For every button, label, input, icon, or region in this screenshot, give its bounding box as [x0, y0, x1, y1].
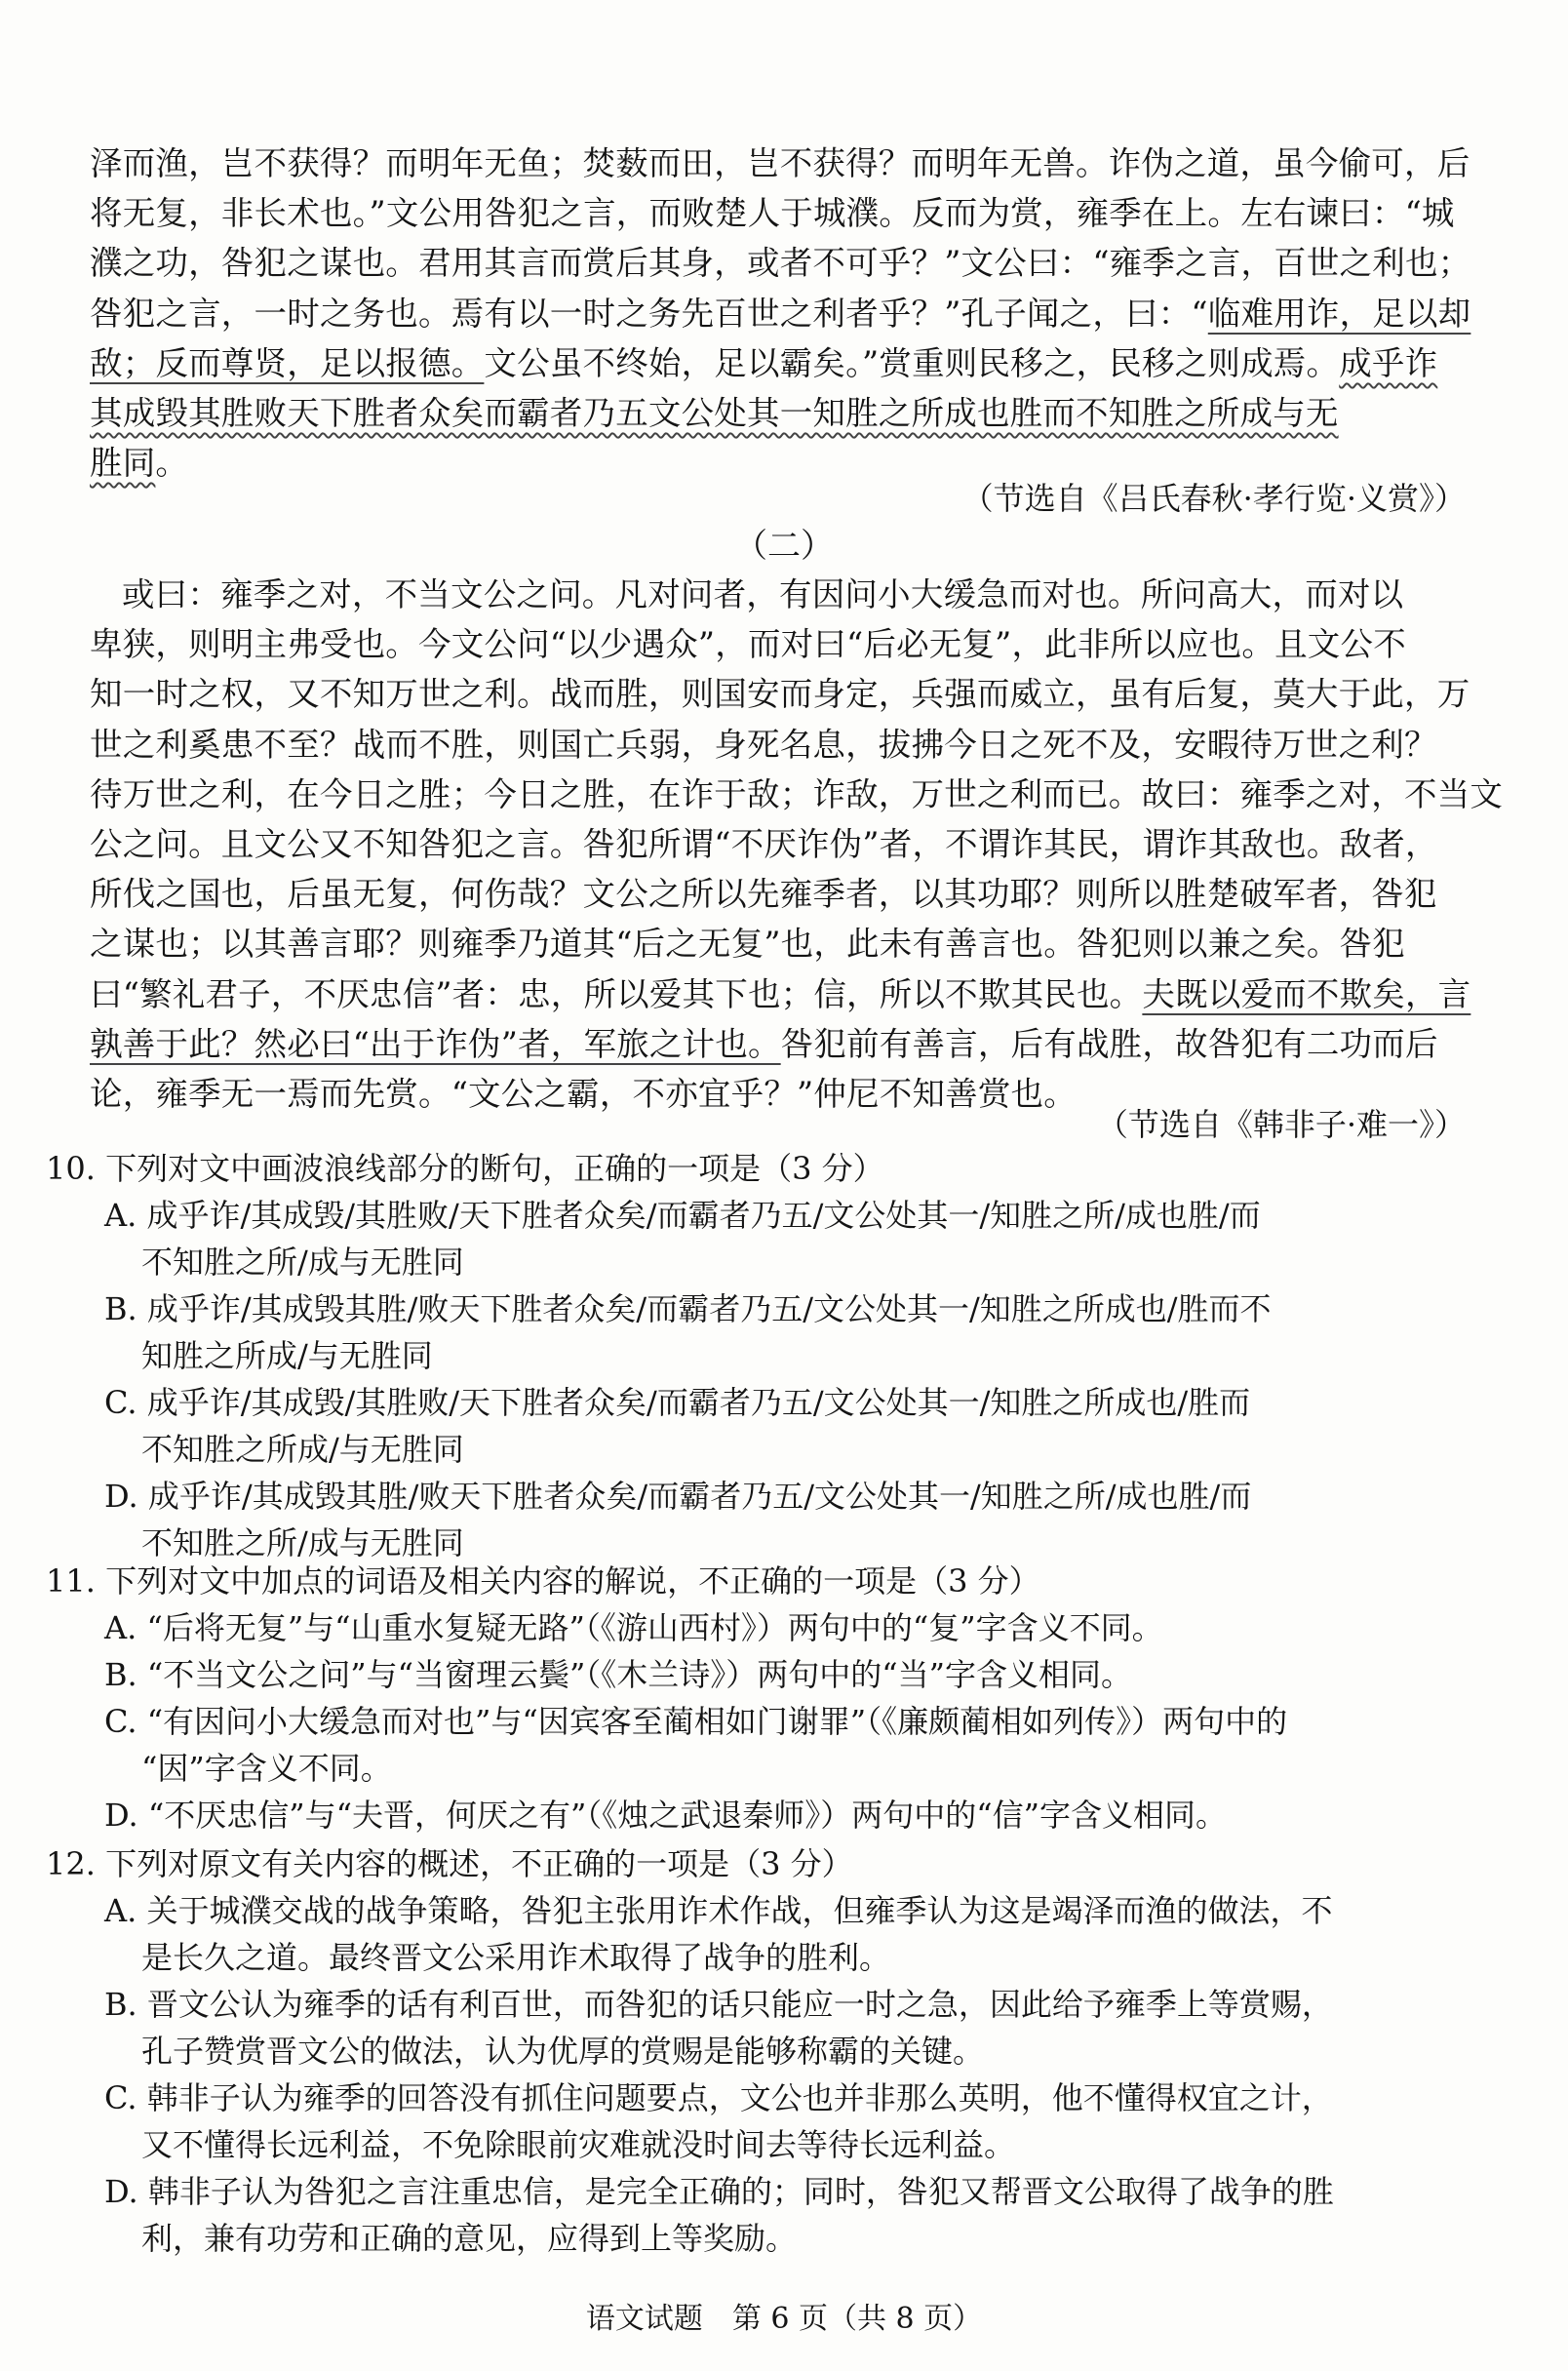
option-text: A. 关于城濮交战的战争策略，咎犯主张用诈术作战，但雍季认为这是竭泽而渔的做法，不 — [104, 1892, 1333, 1929]
passage-text: 咎犯前有善言，后有战胜，故咎犯有二功而后 — [780, 1024, 1438, 1063]
passage-two — [90, 570, 1504, 1119]
passage-line — [90, 289, 1479, 338]
option-text-cont: 不知胜之所/成与无胜同 — [141, 1524, 464, 1561]
passage-line — [90, 188, 1479, 238]
passage-line — [90, 919, 1479, 968]
underlined-sentence: 敌；反而尊贤，足以报德。 — [90, 343, 485, 382]
option-text-cont: 利，兼有功劳和正确的意见，应得到上等奖励。 — [141, 2220, 798, 2257]
passage-line — [90, 570, 1479, 619]
passage-text: 公之问。且文公又不知咎犯之言。咎犯所谓“不厌诈伪”者，不谓诈其民，谓诈其敌也。敌者， — [90, 824, 1438, 863]
passage-text: 曰“繁礼君子，不厌忠信”者：忠，所以爱其下也；信，所以不欺其民也。 — [90, 974, 1143, 1013]
question-stem: 12. 下列对原文有关内容的概述，不正确的一项是（3 分） — [46, 1845, 853, 1882]
option-text-cont: 知胜之所成/与无胜同 — [141, 1337, 433, 1374]
passage-text: 或曰：雍季之对，不当文公之问。凡对问者，有因问小大缓急而对也。所问高大，而对以 — [122, 575, 1404, 613]
option-text-cont: 不知胜之所/成与无胜同 — [141, 1244, 464, 1281]
option-a[interactable] — [46, 1604, 1489, 1651]
passage-text: 咎犯之言，一时之务也。焉有以一时之务先百世之利者乎？”孔子闻之，曰：“ — [90, 294, 1208, 333]
option-text: C. “有因问小大缓急而对也”与“因宾客至蔺相如门谢罪”（《廉颇蔺相如列传》）两句中的 — [104, 1703, 1288, 1740]
passage-text: 泽而渔，岂不获得？而明年无鱼；焚薮而田，岂不获得？而明年无兽。诈伪之道，虽今偷可，后 — [90, 144, 1470, 182]
option-b[interactable] — [46, 1981, 1489, 2075]
wavy-underlined-text: 胜同 — [90, 444, 156, 483]
passage-line — [90, 1019, 1479, 1069]
passage-line — [90, 770, 1504, 819]
option-text-cont: 是长久之道。最终晋文公采用诈术取得了战争的胜利。 — [141, 1939, 891, 1976]
question-stem: 10. 下列对文中画波浪线部分的断句，正确的一项是（3 分） — [46, 1150, 884, 1187]
passage-line — [90, 669, 1479, 719]
option-text: D. 韩非子认为咎犯之言注重忠信，是完全正确的；同时，咎犯又帮晋文公取得了战争的胜 — [104, 2173, 1334, 2210]
option-text: C. 成乎诈/其成毁/其胜败/天下胜者众矣/而霸者乃五/文公处其一/知胜之所成也/胜而 — [104, 1384, 1251, 1421]
underlined-sentence: 临难用诈，足以却 — [1207, 294, 1471, 333]
source-citation: （节选自《吕氏春秋·孝行览·义赏》） — [961, 480, 1466, 517]
option-d[interactable] — [46, 2168, 1489, 2262]
question-10 — [46, 1146, 1489, 1566]
option-text: A. “后将无复”与“山重水复疑无路”（《游山西村》）两句中的“复”字含义不同。 — [104, 1609, 1163, 1646]
passage-line — [90, 238, 1479, 288]
question-stem: 11. 下列对文中加点的词语及相关内容的解说，不正确的一项是（3 分） — [46, 1562, 1040, 1600]
wavy-underlined-text: 其成毁其胜败天下胜者众矣而霸者乃五文公处其一知胜之所成也胜而不知胜之所成与无 — [90, 393, 1339, 432]
passage-text: 之谋也；以其善言耶？则雍季乃道其“后之无复”也，此未有善言也。咎犯则以兼之矣。咎犯 — [90, 925, 1405, 964]
question-11 — [46, 1559, 1489, 1838]
passage-text: 知一时之权，又不知万世之利。战而胜，则国安而身定，兵强而威立，虽有后复，莫大于此，万 — [90, 675, 1470, 714]
option-text: A. 成乎诈/其成毁/其胜败/天下胜者众矣/而霸者乃五/文公处其一/知胜之所/成也胜/而 — [104, 1197, 1261, 1234]
option-text: B. “不当文公之问”与“当窗理云鬓”（《木兰诗》）两句中的“当”字含义相同。 — [104, 1656, 1133, 1693]
passage-line — [90, 338, 1479, 388]
passage-line — [90, 720, 1479, 770]
option-c[interactable] — [46, 1379, 1489, 1473]
underlined-sentence: 夫既以爱而不欺矣，言 — [1142, 974, 1471, 1013]
passage-line — [90, 138, 1479, 188]
wavy-underlined-text: 成乎诈 — [1339, 343, 1438, 382]
passage-text: 。 — [155, 444, 189, 483]
option-a[interactable] — [46, 1192, 1489, 1285]
passage-line — [90, 619, 1479, 669]
passage-one — [90, 138, 1479, 488]
option-a[interactable] — [46, 1887, 1489, 1981]
option-text: D. “不厌忠信”与“夫晋，何厌之有”（《烛之武退秦师》）两句中的“信”字含义相同。 — [104, 1797, 1228, 1834]
option-text: B. 成乎诈/其成毁其胜/败天下胜者众矣/而霸者乃五/文公处其一/知胜之所成也/胜而不 — [104, 1290, 1272, 1327]
passage-text: 世之利奚患不至？战而不胜，则国亡兵弱，身死名息，拔拂今日之死不及，安暇待万世之利？ — [90, 725, 1437, 764]
passage-text: 所伐之国也，后虽无复，何伤哉？文公之所以先雍季者，以其功耶？则所以胜楚破军者，咎犯 — [90, 875, 1437, 914]
underlined-sentence: 孰善于此？然必曰“出于诈伪”者，军旅之计也。 — [90, 1024, 781, 1063]
passage-text: 论，雍季无一焉而先赏。“文公之霸，不亦宜乎？”仲尼不知善赏也。 — [90, 1074, 1077, 1113]
option-text-cont: 孔子赞赏晋文公的做法，认为优厚的赏赐是能够称霸的关键。 — [141, 2033, 985, 2070]
option-d[interactable] — [46, 1792, 1489, 1838]
option-b[interactable] — [46, 1651, 1489, 1698]
option-d[interactable] — [46, 1473, 1489, 1566]
passage-line — [90, 869, 1479, 919]
option-c[interactable] — [46, 1698, 1489, 1792]
option-b[interactable] — [46, 1285, 1489, 1379]
option-text: D. 成乎诈/其成毁其胜/败天下胜者众矣/而霸者乃五/文公处其一/知胜之所/成也胜/而 — [104, 1478, 1252, 1515]
option-text-cont: “因”字含义不同。 — [141, 1750, 392, 1787]
option-text: B. 晋文公认为雍季的话有利百世，而咎犯的话只能应一时之急，因此给予雍季上等赏赐， — [104, 1986, 1333, 2023]
question-12 — [46, 1841, 1489, 2262]
option-c[interactable] — [46, 2075, 1489, 2168]
section-title: （二） — [734, 527, 834, 566]
passage-text: 卑狭，则明主弗受也。今文公问“以少遇众”，而对曰“后必无复”，此非所以应也。且文公不 — [90, 625, 1406, 664]
passage-text: 将无复，非长术也。”文公用咎犯之言，而败楚人于城濮。反而为赏，雍季在上。左右谏曰：“城 — [90, 194, 1455, 233]
passage-line — [90, 969, 1479, 1019]
passage-text: 待万世之利，在今日之胜；今日之胜，在诈于敌；诈敌，万世之利而已。故曰：雍季之对，不当文 — [90, 774, 1504, 813]
passage-line — [90, 388, 1479, 438]
option-text: C. 韩非子认为雍季的回答没有抓住问题要点，文公也并非那么英明，他不懂得权宜之计， — [104, 2079, 1333, 2116]
option-text-cont: 不知胜之所成/与无胜同 — [141, 1431, 464, 1468]
passage-text: 文公虽不终始，足以霸矣。”赏重则民移之，民移之则成焉。 — [484, 343, 1340, 382]
page-footer: 语文试题 第 6 页（共 8 页） — [585, 2302, 983, 2336]
passage-line — [90, 819, 1479, 869]
source-citation: （节选自《韩非子·难一》） — [1096, 1106, 1466, 1143]
option-text-cont: 又不懂得长远利益，不免除眼前灾难就没时间去等待长远利益。 — [141, 2126, 1016, 2163]
passage-text: 濮之功，咎犯之谋也。君用其言而赏后其身，或者不可乎？”文公曰：“雍季之言，百世之利也； — [90, 244, 1471, 283]
